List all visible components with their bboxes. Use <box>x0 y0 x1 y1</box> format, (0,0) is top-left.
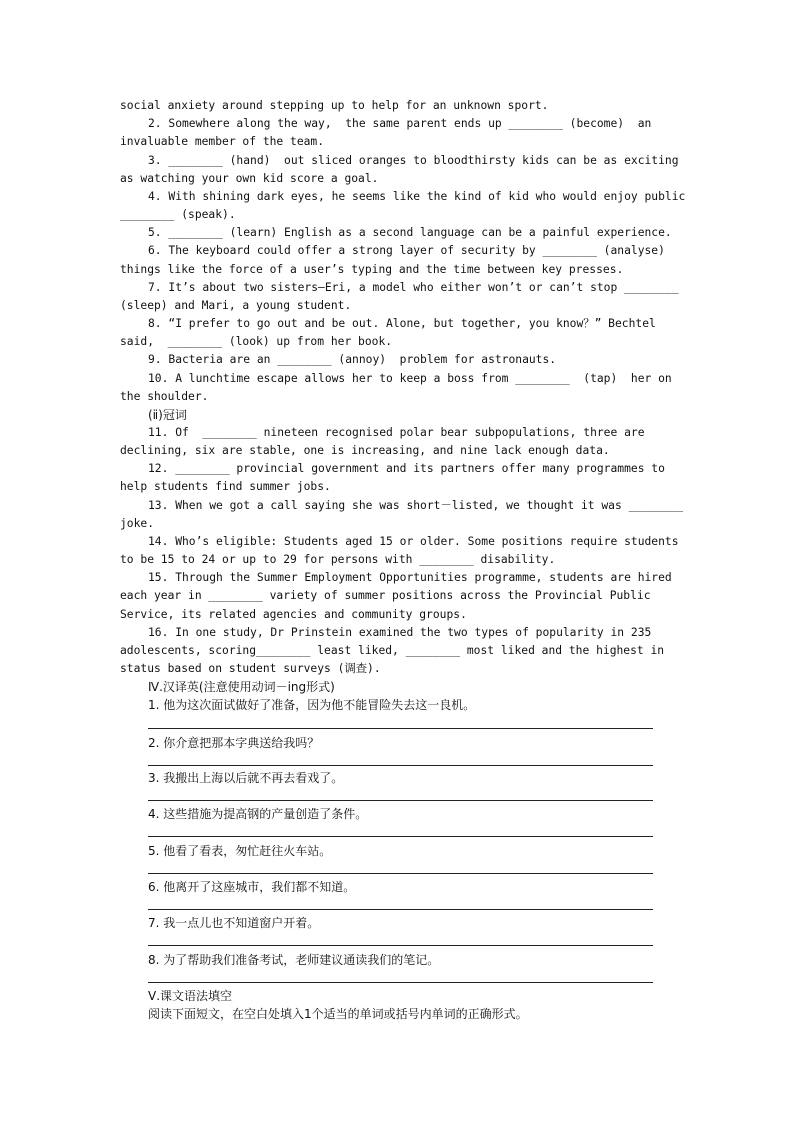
answer-line-1 <box>148 728 653 729</box>
answer-line-3 <box>148 800 653 801</box>
answer-line-5 <box>148 873 653 874</box>
q3-text-cont: as watching your own kid score a goal. <box>120 172 379 185</box>
q12-text-cont: help students find summer jobs. <box>120 480 331 493</box>
q12-text: 12. ________ provincial government and its partners offer many programmes to <box>148 462 665 475</box>
q14-text: 14. Who’s eligible: Students aged 15 or older. Some positions require students <box>148 535 679 548</box>
q10-text-cont: the shoulder. <box>120 390 209 403</box>
q1-text-end: social anxiety around stepping up to help for an unknown sport. <box>120 99 549 112</box>
q15-text-cont: each year in ________ variety of summer positions across the Provincial Public <box>120 589 651 602</box>
q4-text-cont: ________ (speak). <box>120 208 236 221</box>
q11-text-cont: declining, six are stable, one is increasing, and nine lack enough data. <box>120 444 610 457</box>
q4-text: 4. With shining dark eyes, he seems like the kind of kid who would enjoy public <box>148 190 686 203</box>
q16-text: 16. In one study, Dr Prinstein examined the two types of popularity in 235 <box>148 626 652 639</box>
translation-item-2: 2. 你介意把那本字典送给我吗？ <box>148 736 320 750</box>
q10-text: 10. A lunchtime escape allows her to keep a boss from ________ (tap) her on <box>148 372 672 385</box>
q7-text: 7. It’s about two sisters—Eri, a model who either won’t or can’t stop ________ <box>148 281 679 294</box>
translation-heading: Ⅳ.汉译英(注意使用动词－ing形式) <box>148 680 335 694</box>
q14-text-cont: to be 15 to 24 or up to 29 for persons with ________ disability. <box>120 553 556 566</box>
answer-line-7 <box>148 945 653 946</box>
q11-text: 11. Of ________ nineteen recognised polar bear subpopulations, three are <box>148 426 645 439</box>
translation-item-5: 5. 他看了看表，匆忙赶往火车站。 <box>148 844 332 858</box>
q15-text-cont2: Service, its related agencies and community groups. <box>120 608 467 621</box>
translation-item-3: 3. 我搬出上海以后就不再去看戏了。 <box>148 771 344 785</box>
q15-text: 15. Through the Summer Employment Opportunities programme, students are hired <box>148 571 672 584</box>
q16-text-cont2: status based on student surveys (调查). <box>120 662 381 675</box>
q6-text: 6. The keyboard could offer a strong layer of security by ________ (analyse) <box>148 244 665 257</box>
q13-text-cont: joke. <box>120 517 155 530</box>
q5-text: 5. ________ (learn) English as a second language can be a painful experience. <box>148 226 672 239</box>
translation-item-6: 6. 他离开了这座城市，我们都不知道。 <box>148 880 356 894</box>
articles-heading: (ⅱ)冠词 <box>148 408 187 422</box>
q6-text-cont: things like the force of a user’s typing and the time between key presses. <box>120 263 624 276</box>
translation-item-4: 4. 这些措施为提高钢的产量创造了条件。 <box>148 807 368 821</box>
answer-line-2 <box>148 765 653 766</box>
q9-text: 9. Bacteria are an ________ (annoy) problem for astronauts. <box>148 353 557 366</box>
translation-item-8: 8. 为了帮助我们准备考试，老师建议通读我们的笔记。 <box>148 953 440 967</box>
answer-line-6 <box>148 909 653 910</box>
answer-line-8 <box>148 982 653 983</box>
translation-item-7: 7. 我一点儿也不知道窗户开着。 <box>148 916 320 930</box>
q16-text-cont: adolescents, scoring________ least liked, ________ most liked and the highest in <box>120 644 665 657</box>
answer-line-4 <box>148 836 653 837</box>
grammar-fill-heading: Ⅴ.课文语法填空 <box>148 989 233 1003</box>
q8-text-cont: said, ________ (look) up from her book. <box>120 335 393 348</box>
translation-item-1: 1. 他为这次面试做好了准备，因为他不能冒险失去这一良机。 <box>148 698 476 712</box>
q13-text: 13. When we got a call saying she was short－listed, we thought it was ________ <box>148 499 683 512</box>
grammar-fill-instruction: 阅读下面短文，在空白处填入1个适当的单词或括号内单词的正确形式。 <box>148 1007 528 1021</box>
q2-text: 2. Somewhere along the way, the same parent ends up ________ (become) an <box>148 117 652 130</box>
q3-text: 3. ________ (hand) out sliced oranges to bloodthirsty kids can be as exciting <box>148 154 679 167</box>
q7-text-cont: (sleep) and Mari, a young student. <box>120 299 352 312</box>
q8-text: 8. “I prefer to go out and be out. Alone, but together, you know？” Bechtel <box>148 317 656 330</box>
q2-text-cont: invaluable member of the team. <box>120 135 325 148</box>
